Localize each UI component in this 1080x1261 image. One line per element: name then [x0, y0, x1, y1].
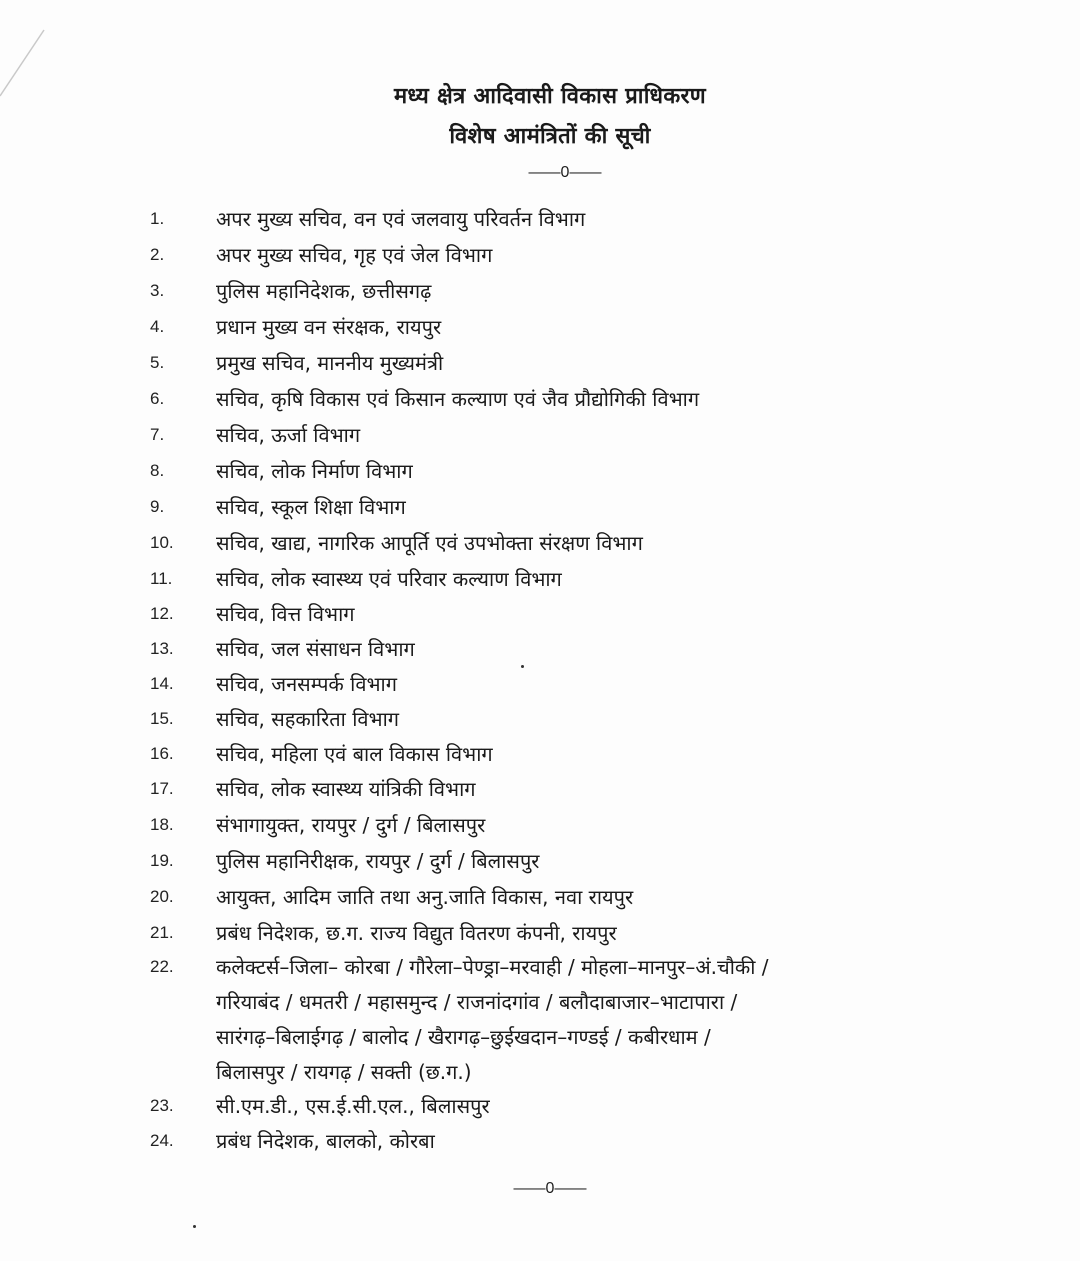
item-number: 22. [150, 957, 174, 976]
list-item [0, 702, 1080, 736]
item-number: 20. [150, 887, 174, 906]
item-number: 3. [150, 281, 165, 300]
item-number: 14. [150, 674, 174, 693]
item-text: पुलिस महानिरीक्षक, रायपुर / दुर्ग / बिलासपुर [216, 849, 540, 873]
item-number: 15. [150, 709, 174, 728]
separator-top: ——0—— [528, 164, 602, 181]
item-text: सचिव, खाद्य, नागरिक आपूर्ति एवं उपभोक्ता संरक्षण विभाग [216, 531, 643, 555]
list-item [0, 737, 1080, 771]
item-number: 5. [150, 353, 165, 372]
item-text: प्रबंध निदेशक, छ.ग. राज्य विद्युत वितरण कंपनी, रायपुर [216, 921, 617, 945]
list-item [0, 772, 1080, 806]
item-number: 12. [150, 604, 174, 623]
item-text: आयुक्त, आदिम जाति तथा अनु.जाति विकास, नवा रायपुर [216, 885, 634, 909]
item-number: 11. [150, 569, 173, 588]
item-number: 8. [150, 461, 165, 480]
list-item [0, 238, 1080, 272]
list-item [0, 667, 1080, 701]
item-number: 16. [150, 744, 174, 763]
document-subtitle: विशेष आमंत्रितों की सूची [449, 124, 651, 149]
item-number: 4. [150, 317, 165, 336]
item-text: सचिव, ऊर्जा विभाग [216, 423, 361, 447]
item-text: सचिव, लोक स्वास्थ्य एवं परिवार कल्याण विभाग [216, 567, 562, 591]
list-item [0, 1089, 1080, 1123]
list-item [0, 418, 1080, 452]
list-item [0, 950, 1080, 1090]
scan-speck [193, 1225, 196, 1228]
item-text: सचिव, स्कूल शिक्षा विभाग [216, 495, 406, 519]
item-number: 17. [150, 779, 174, 798]
item-text [216, 950, 956, 1090]
list-item [0, 526, 1080, 560]
document-title: मध्य क्षेत्र आदिवासी विकास प्राधिकरण [393, 84, 707, 109]
list-item [0, 597, 1080, 631]
list-item [0, 382, 1080, 416]
item-number: 24. [150, 1131, 174, 1150]
list-item [0, 880, 1080, 914]
list-item [0, 1124, 1080, 1158]
item-number: 9. [150, 497, 165, 516]
list-item [0, 490, 1080, 524]
list-item [0, 202, 1080, 236]
item-number: 13. [150, 639, 174, 658]
list-item [0, 454, 1080, 488]
item-text: अपर मुख्य सचिव, वन एवं जलवायु परिवर्तन विभाग [216, 207, 586, 231]
list-item [0, 310, 1080, 344]
item-text: सचिव, वित्त विभाग [216, 602, 355, 626]
item-text: सचिव, लोक निर्माण विभाग [216, 459, 413, 483]
list-item [0, 808, 1080, 842]
item-text: सचिव, सहकारिता विभाग [216, 707, 400, 731]
list-item [0, 916, 1080, 950]
item-text-line: सारंगढ़–बिलाईगढ़ / बालोद / खैरागढ़–छुईखदान–गण्डई / कबीरधाम / [216, 1025, 711, 1049]
scan-speck [521, 665, 524, 668]
item-number: 1. [150, 209, 165, 228]
list-item [0, 274, 1080, 308]
item-text: सचिव, लोक स्वास्थ्य यांत्रिकी विभाग [216, 777, 476, 801]
list-item [0, 632, 1080, 666]
item-number: 2. [150, 245, 165, 264]
item-text-line: कलेक्टर्स–जिला– कोरबा / गौरेला–पेण्ड्रा–मरवाही / मोहला–मानपुर–अं.चौकी / [216, 955, 769, 979]
separator-bottom: ——0—— [513, 1180, 587, 1197]
item-number: 21. [150, 923, 174, 942]
item-text: प्रमुख सचिव, माननीय मुख्यमंत्री [216, 351, 444, 375]
item-number: 6. [150, 389, 165, 408]
item-text: पुलिस महानिदेशक, छत्तीसगढ़ [216, 279, 432, 303]
item-text: सचिव, जनसम्पर्क विभाग [216, 672, 397, 696]
item-number: 19. [150, 851, 174, 870]
list-item [0, 844, 1080, 878]
item-text-line: गरियाबंद / धमतरी / महासमुन्द / राजनांदगांव / बलौदाबाजार–भाटापारा / [216, 990, 738, 1014]
item-text: सचिव, कृषि विकास एवं किसान कल्याण एवं जैव प्रौद्योगिकी विभाग [216, 387, 700, 411]
item-text: संभागायुक्त, रायपुर / दुर्ग / बिलासपुर [216, 813, 486, 837]
item-text: प्रबंध निदेशक, बालको, कोरबा [216, 1129, 435, 1153]
item-text: सचिव, महिला एवं बाल विकास विभाग [216, 742, 493, 766]
item-number: 23. [150, 1096, 174, 1115]
item-text-line: बिलासपुर / रायगढ़ / सक्ती (छ.ग.) [216, 1060, 472, 1084]
list-item [0, 346, 1080, 380]
item-number: 18. [150, 815, 174, 834]
item-text: सी.एम.डी., एस.ई.सी.एल., बिलासपुर [216, 1094, 490, 1118]
item-number: 7. [150, 425, 165, 444]
item-number: 10. [150, 533, 174, 552]
item-text: सचिव, जल संसाधन विभाग [216, 637, 415, 661]
list-item [0, 562, 1080, 596]
item-text: प्रधान मुख्य वन संरक्षक, रायपुर [216, 315, 442, 339]
item-text: अपर मुख्य सचिव, गृह एवं जेल विभाग [216, 243, 493, 267]
